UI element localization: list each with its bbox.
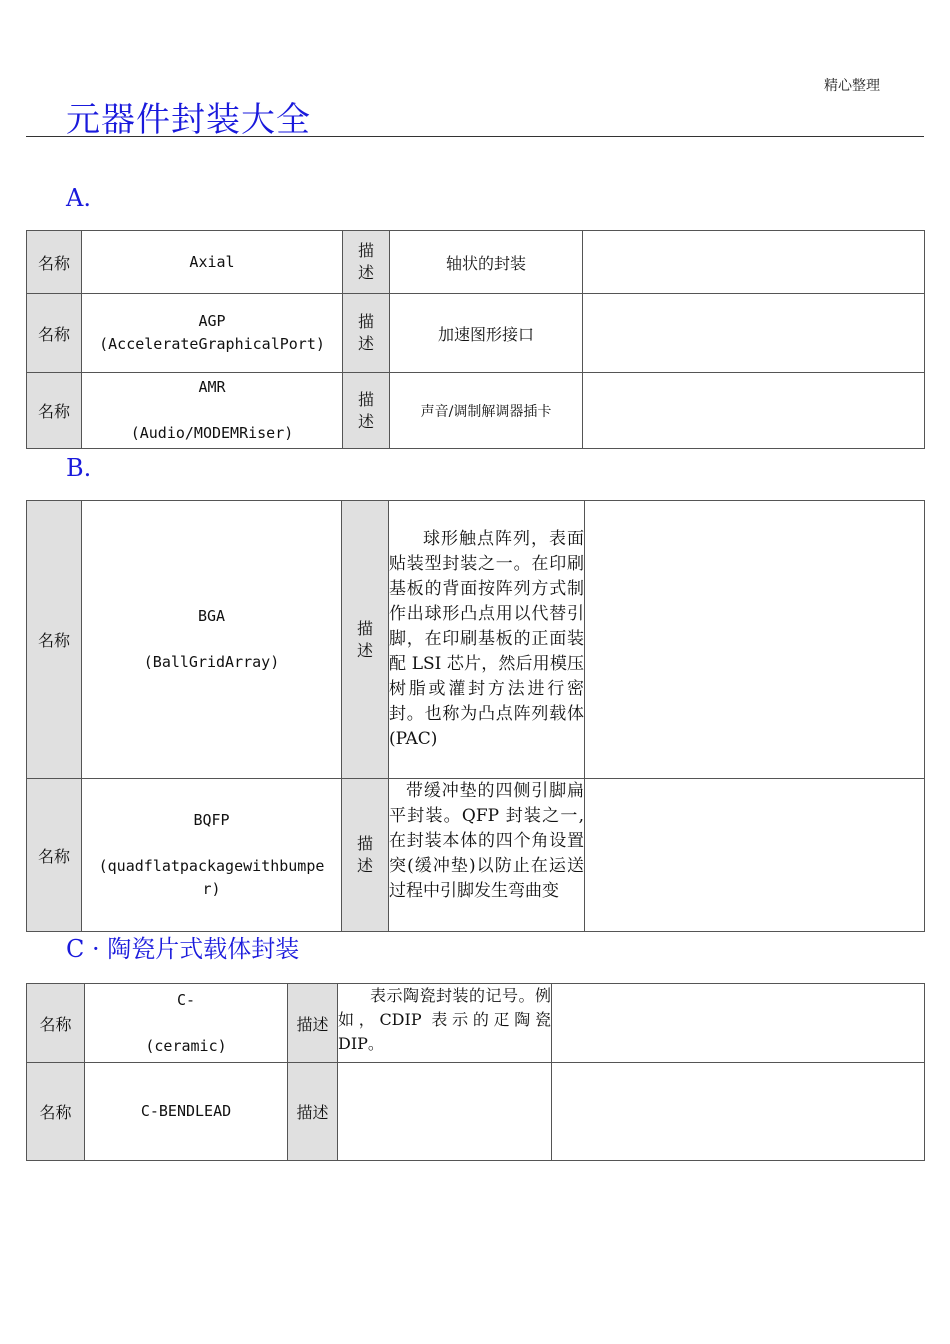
name-label: 名称 — [27, 231, 82, 294]
table-row — [27, 501, 925, 779]
package-fullname: (quadflatpackagewithbumper) — [98, 857, 325, 898]
package-description: 声音/调制解调器插卡 — [390, 373, 583, 449]
header-note: 精心整理 — [824, 78, 880, 94]
package-description: 轴状的封装 — [390, 231, 583, 294]
package-fullname: (AccelerateGraphicalPort) — [99, 335, 325, 353]
package-name — [82, 373, 343, 449]
name-label: 名称 — [27, 501, 82, 779]
description-label: 描述 — [343, 373, 390, 449]
description-label: 描述 — [343, 294, 390, 373]
package-fullname: (Audio/MODEMRiser) — [130, 424, 294, 442]
package-abbr: C- — [176, 990, 196, 1009]
section-heading-c: C · 陶瓷片式载体封装 — [66, 935, 300, 963]
package-abbr: AGP — [198, 312, 226, 330]
table-row — [27, 231, 925, 294]
section-heading-a: A. — [66, 184, 91, 212]
name-label: 名称 — [27, 779, 82, 932]
table-row — [27, 1063, 925, 1161]
name-label: 名称 — [27, 294, 82, 373]
name-label: 名称 — [27, 373, 82, 449]
empty-cell — [585, 501, 925, 779]
description-label: 描述 — [343, 231, 390, 294]
description-label: 描述 — [342, 779, 389, 932]
section-c-table — [26, 983, 925, 1161]
package-name — [82, 501, 342, 779]
title-divider — [26, 136, 924, 137]
empty-cell — [583, 294, 925, 373]
section-a-table — [26, 230, 925, 449]
package-abbr: AMR — [198, 378, 226, 396]
empty-cell — [552, 1063, 925, 1161]
empty-cell — [585, 779, 925, 932]
table-row — [27, 294, 925, 373]
table-row — [27, 373, 925, 449]
empty-cell — [583, 231, 925, 294]
package-name — [82, 294, 343, 373]
package-name: Axial — [82, 231, 343, 294]
description-label: 描述 — [342, 501, 389, 779]
package-description: 表示陶瓷封装的记号。例如，CDIP 表示的疋陶瓷 DIP。 — [338, 984, 552, 1063]
package-name — [82, 779, 342, 932]
package-name: C-BENDLEAD — [85, 1063, 288, 1161]
table-row — [27, 779, 925, 932]
package-name — [85, 984, 288, 1063]
empty-cell — [552, 984, 925, 1063]
package-description: 加速图形接口 — [390, 294, 583, 373]
package-abbr: BGA — [197, 607, 226, 625]
description-label: 描述 — [288, 984, 338, 1063]
section-b-table — [26, 500, 925, 932]
package-description: 球形触点阵列，表面贴装型封装之一。在印刷基板的背面按阵列方式制作出球形凸点用以代替引脚，在印刷基板的正面装配 LSI 芯片，然后用模压树脂或灌封方法进行密封。也称为凸点阵列载体(PAC) — [389, 501, 585, 779]
package-fullname: (BallGridArray) — [143, 653, 280, 671]
description-label: 描述 — [288, 1063, 338, 1161]
table-row — [27, 984, 925, 1063]
package-description: 带缓冲垫的四侧引脚扁平封装。QFP 封装之一,在封装本体的四个角设置突(缓冲垫)以防止在运送过程中引脚发生弯曲变 — [389, 779, 585, 932]
name-label: 名称 — [27, 1063, 85, 1161]
package-description — [338, 1063, 552, 1161]
package-fullname: (ceramic) — [145, 1036, 227, 1055]
empty-cell — [583, 373, 925, 449]
document-title: 元器件封装大全 — [66, 100, 311, 140]
section-heading-b: B. — [66, 454, 92, 482]
package-abbr: BQFP — [193, 811, 230, 829]
name-label: 名称 — [27, 984, 85, 1063]
